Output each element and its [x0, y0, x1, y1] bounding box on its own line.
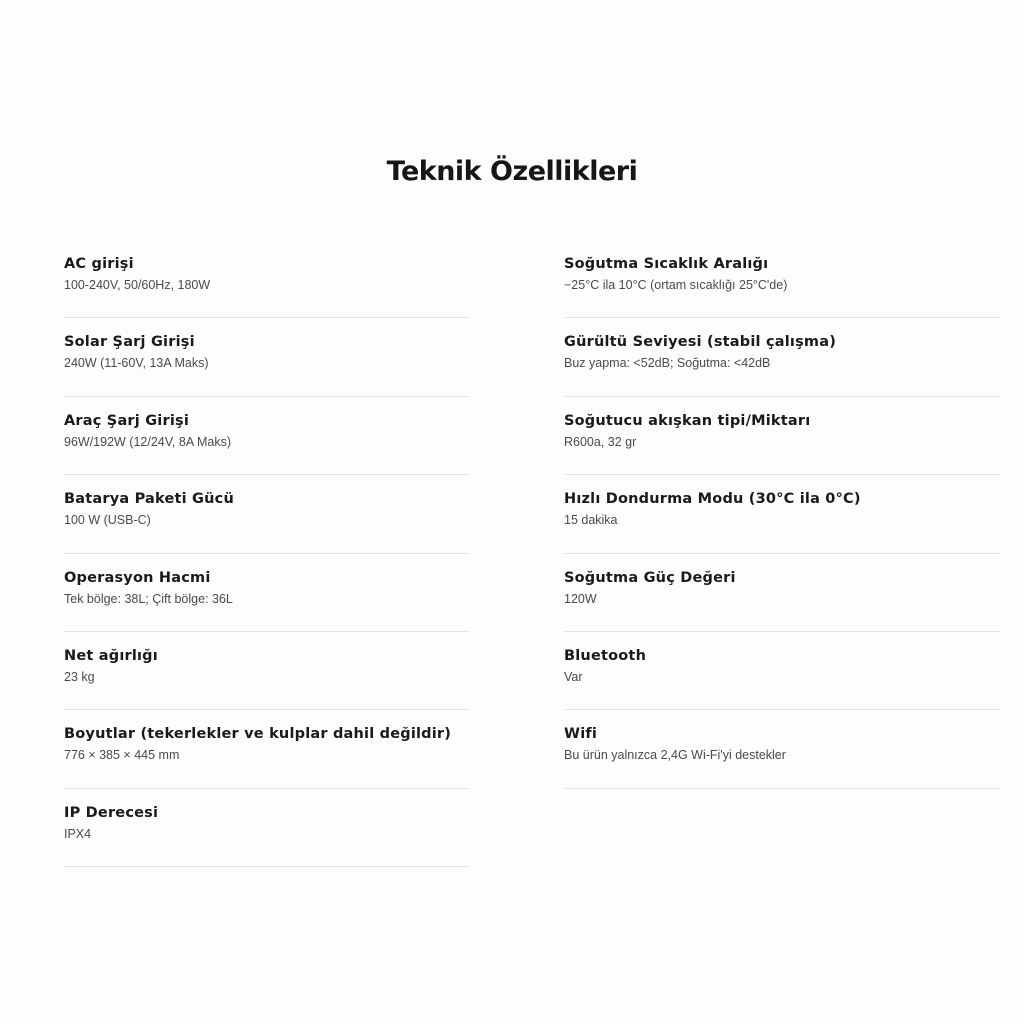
spec-label: Araç Şarj Girişi [64, 412, 189, 429]
spec-value: Buz yapma: <52dB; Soğutma: <42dB [564, 356, 771, 371]
spec-label: Bluetooth [564, 647, 647, 664]
spec-value: 100-240V, 50/60Hz, 180W [64, 278, 211, 292]
spec-label: Wifi [564, 726, 598, 743]
spec-item-ac-input [64, 240, 470, 318]
spec-label: Net ağırlığı [64, 647, 158, 664]
spec-value: IPX4 [64, 826, 92, 841]
spec-label: Operasyon Hacmi [64, 569, 211, 586]
page-title: Teknik Özellikleri [386, 156, 638, 187]
specs-left-column [64, 240, 470, 867]
spec-value: −25°C ila 10°C (ortam sıcaklığı 25°C'de) [564, 278, 788, 292]
spec-value: 15 dakika [564, 513, 618, 528]
spec-label: Boyutlar (tekerlekler ve kulplar dahil değildir) [64, 726, 452, 743]
spec-item-noise-level [564, 318, 1000, 396]
spec-value: 776 × 385 × 445 mm [64, 748, 180, 763]
spec-value: R600a, 32 gr [564, 434, 637, 449]
spec-value: Var [564, 669, 583, 684]
specs-right-column [564, 240, 1000, 789]
spec-item-car-input [64, 397, 470, 475]
spec-value: 240W (11-60V, 13A Maks) [64, 356, 209, 371]
spec-value: 120W [564, 591, 597, 606]
spec-value: 96W/192W (12/24V, 8A Maks) [64, 434, 231, 449]
spec-item-solar-input [64, 318, 470, 396]
spec-item-ip-rating [64, 789, 470, 867]
spec-item-dimensions [64, 710, 470, 788]
spec-item-battery-power [64, 475, 470, 553]
spec-item-cooling-power [564, 554, 1000, 632]
spec-label: Batarya Paketi Gücü [64, 491, 234, 508]
spec-item-refrigerant [564, 397, 1000, 475]
spec-item-quick-freeze [564, 475, 1000, 553]
spec-item-cooling-range [564, 240, 1000, 318]
spec-value: 23 kg [64, 669, 95, 684]
spec-label: AC girişi [64, 256, 134, 272]
spec-label: Gürültü Seviyesi (stabil çalışma) [564, 334, 837, 351]
spec-value: Tek bölge: 38L; Çift bölge: 36L [64, 591, 233, 606]
spec-label: Solar Şarj Girişi [64, 334, 195, 351]
spec-item-net-weight [64, 632, 470, 710]
spec-item-volume [64, 554, 470, 632]
spec-label: Soğutma Güç Değeri [564, 569, 736, 586]
spec-item-bluetooth [564, 632, 1000, 710]
spec-label: Hızlı Dondurma Modu (30°C ila 0°C) [564, 491, 861, 508]
spec-label: Soğutma Sıcaklık Aralığı [564, 256, 769, 272]
spec-label: IP Derecesi [64, 804, 159, 821]
spec-item-wifi [564, 710, 1000, 788]
spec-value: 100 W (USB-C) [64, 513, 151, 528]
spec-value: Bu ürün yalnızca 2,4G Wi-Fi'yi destekler [564, 748, 786, 763]
spec-label: Soğutucu akışkan tipi/Miktarı [564, 412, 811, 429]
